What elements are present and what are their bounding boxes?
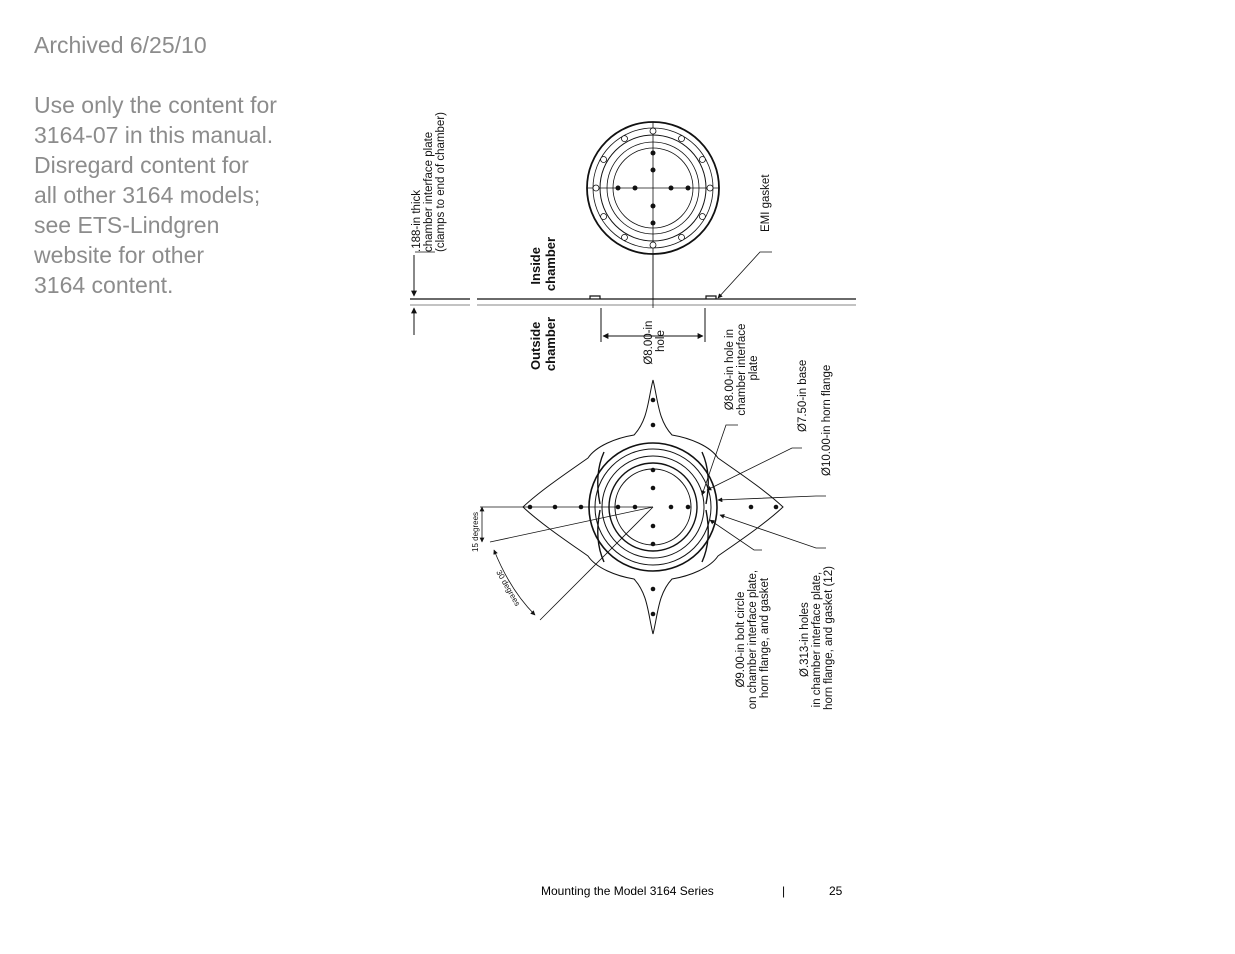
instruction-line: website for other bbox=[34, 242, 205, 268]
archive-date: Archived 6/25/10 bbox=[34, 32, 207, 58]
instruction-line: all other 3164 models; bbox=[34, 182, 261, 208]
holes-label: Ø.313-in holes in chamber interface plate, horn flange, and gasket (12) bbox=[799, 566, 835, 710]
archive-note bbox=[34, 30, 334, 300]
instruction-line: see ETS-Lindgren bbox=[34, 212, 220, 238]
horn-flange-label: Ø10.00-in horn flange bbox=[821, 364, 833, 476]
footer-title: Mounting the Model 3164 Series bbox=[541, 884, 714, 898]
chamber-wall bbox=[410, 296, 856, 305]
outside-chamber-label: Outside chamber bbox=[528, 316, 558, 372]
hole-dimension-label: Ø8.00-in hole bbox=[643, 320, 667, 365]
angle-dimension bbox=[480, 507, 653, 620]
page-number: 25 bbox=[829, 884, 843, 898]
footer-separator: | bbox=[782, 884, 786, 898]
angle-15-label: 15 degrees bbox=[471, 511, 480, 552]
hole-in-plate-label: Ø8.00-in hole in chamber interface plate bbox=[724, 323, 760, 416]
leader-lines bbox=[415, 252, 826, 550]
inside-chamber-label: Inside chamber bbox=[528, 236, 558, 292]
base-label: Ø7.50-in base bbox=[797, 359, 809, 432]
angle-30-label: 30 degrees bbox=[494, 568, 523, 608]
emi-gasket-label: EMI gasket bbox=[760, 174, 772, 232]
instruction-line: Use only the content for bbox=[34, 92, 277, 118]
thickness-label: .188-in thick chamber interface plate (clamps to end of chamber) bbox=[411, 112, 447, 252]
mounting-drawing bbox=[390, 80, 870, 740]
archive-instructions bbox=[34, 90, 334, 300]
instruction-line: Disregard content for bbox=[34, 152, 249, 178]
instruction-line: 3164-07 in this manual. bbox=[34, 122, 274, 148]
instruction-line: 3164 content. bbox=[34, 272, 174, 298]
bolt-circle-label: Ø9.00-in bolt circle on chamber interface plate, horn flange, and gasket bbox=[735, 569, 771, 710]
